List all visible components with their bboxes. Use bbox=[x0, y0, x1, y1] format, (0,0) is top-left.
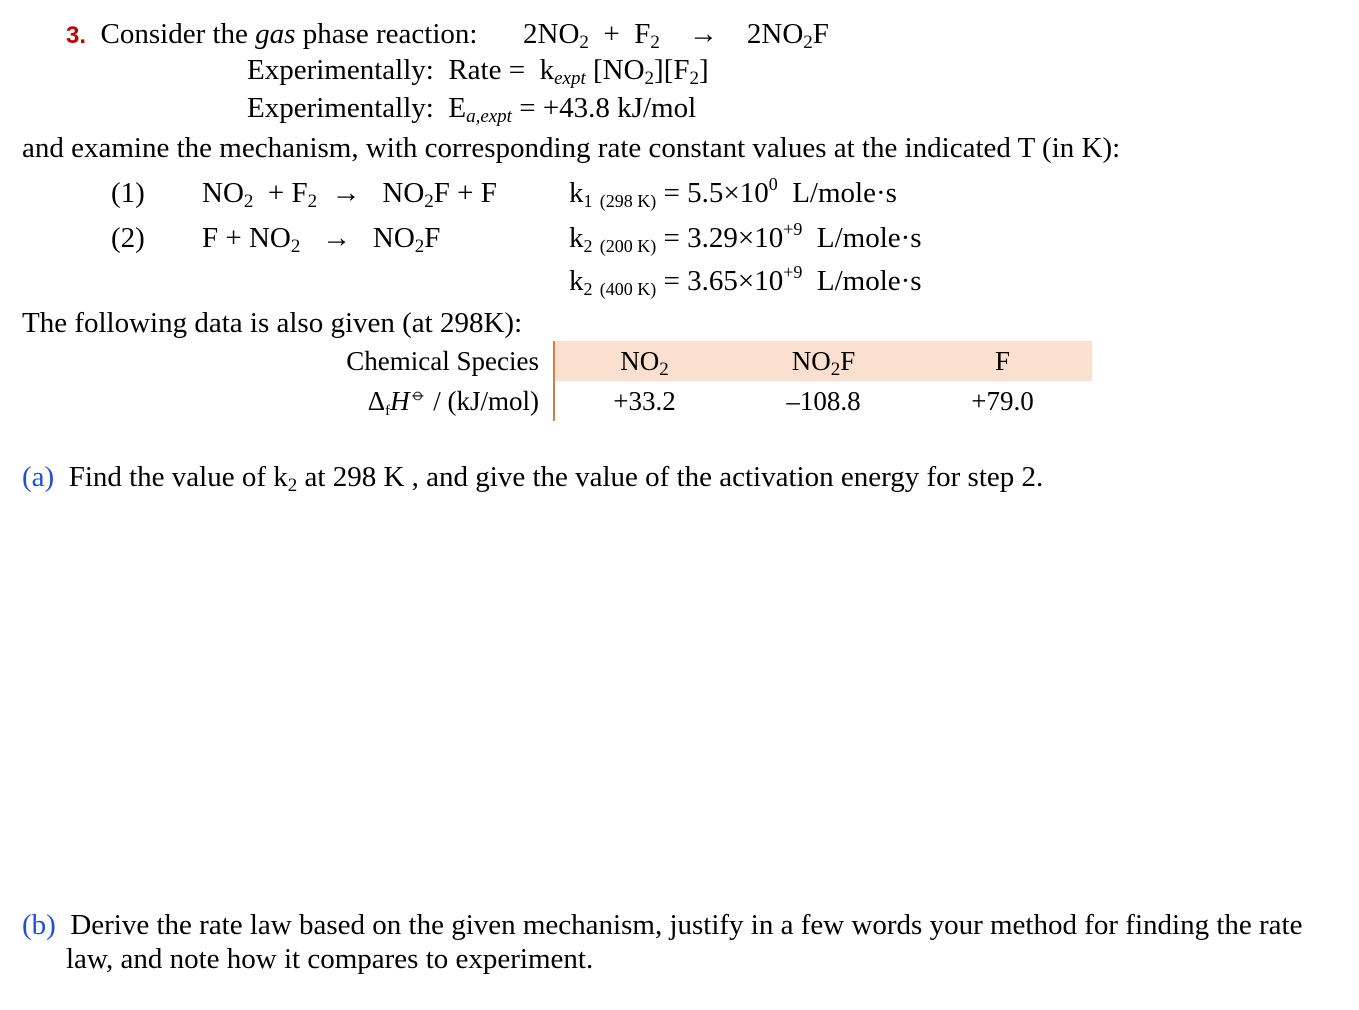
problem-statement-line bbox=[66, 17, 477, 53]
step-2-reaction: F + NO2 → NO2F bbox=[202, 222, 441, 257]
species-cell: NO2F bbox=[734, 341, 913, 381]
step-1-rate-constant: k1 (298 $K) = 5.5\times 10^0$ L/mole·s bbox=[569, 174, 897, 211]
problem-number: 3. bbox=[66, 22, 87, 49]
given-data-text: The following data is also given (at 298K): bbox=[22, 307, 523, 339]
table-row bbox=[300, 341, 1092, 381]
intro-text: Consider the bbox=[100, 18, 248, 50]
species-cell: NO2 bbox=[554, 341, 734, 381]
enthalpy-value: +33.2 bbox=[613, 385, 676, 416]
part-a-label: (a) bbox=[22, 461, 55, 493]
experimental-rate-law: Experimentally: Rate = kexpt [NO2][F2] bbox=[247, 54, 709, 89]
step-2-rate-constant-400K: k2 (400 $K) = 3.65\times 10^{+9}$ L/mole·s bbox=[569, 262, 922, 299]
enthalpy-table bbox=[300, 341, 1092, 421]
step-2-rate-constant-200K: k2 (200 $K) = 3.29\times 10^{+9}$ L/mole·s bbox=[569, 219, 922, 256]
table-row bbox=[300, 381, 1092, 421]
intro-text-2: phase reaction: bbox=[302, 18, 478, 50]
enthalpy-value: +79.0 bbox=[971, 385, 1034, 416]
experimental-activation-energy: Experimentally: Ea,expt = +43.8 kJ/mol bbox=[247, 92, 697, 127]
step-1-number: (1) bbox=[111, 177, 145, 209]
part-b-line-2: law, and note how it compares to experiment. bbox=[66, 943, 594, 975]
part-b: (b) Derive the rate law based on the given mechanism, justify in a few words your method for finding the rate bbox=[22, 909, 1303, 941]
enthalpy-header: ΔfH⦵ / (kJ/mol) bbox=[300, 381, 554, 421]
step-1-reaction: NO2 + F2 → NO2F + F bbox=[202, 177, 497, 212]
species-cell: F bbox=[913, 341, 1092, 381]
step-2-number: (2) bbox=[111, 222, 145, 254]
enthalpy-value: –108.8 bbox=[786, 385, 861, 416]
intro-gas: gas bbox=[255, 18, 296, 50]
species-header: Chemical Species bbox=[300, 341, 554, 381]
part-a: (a) Find the value of k2 at 298 K , and give the value of the activation energy for step 2. bbox=[22, 461, 1044, 496]
reaction-arrow: → bbox=[688, 18, 718, 50]
overall-reaction: 2NO2 + F2 → 2NO2F bbox=[523, 18, 829, 53]
part-b-label: (b) bbox=[22, 909, 56, 941]
examine-text: and examine the mechanism, with corresponding rate constant values at the indicated T (in K): bbox=[22, 132, 1121, 164]
